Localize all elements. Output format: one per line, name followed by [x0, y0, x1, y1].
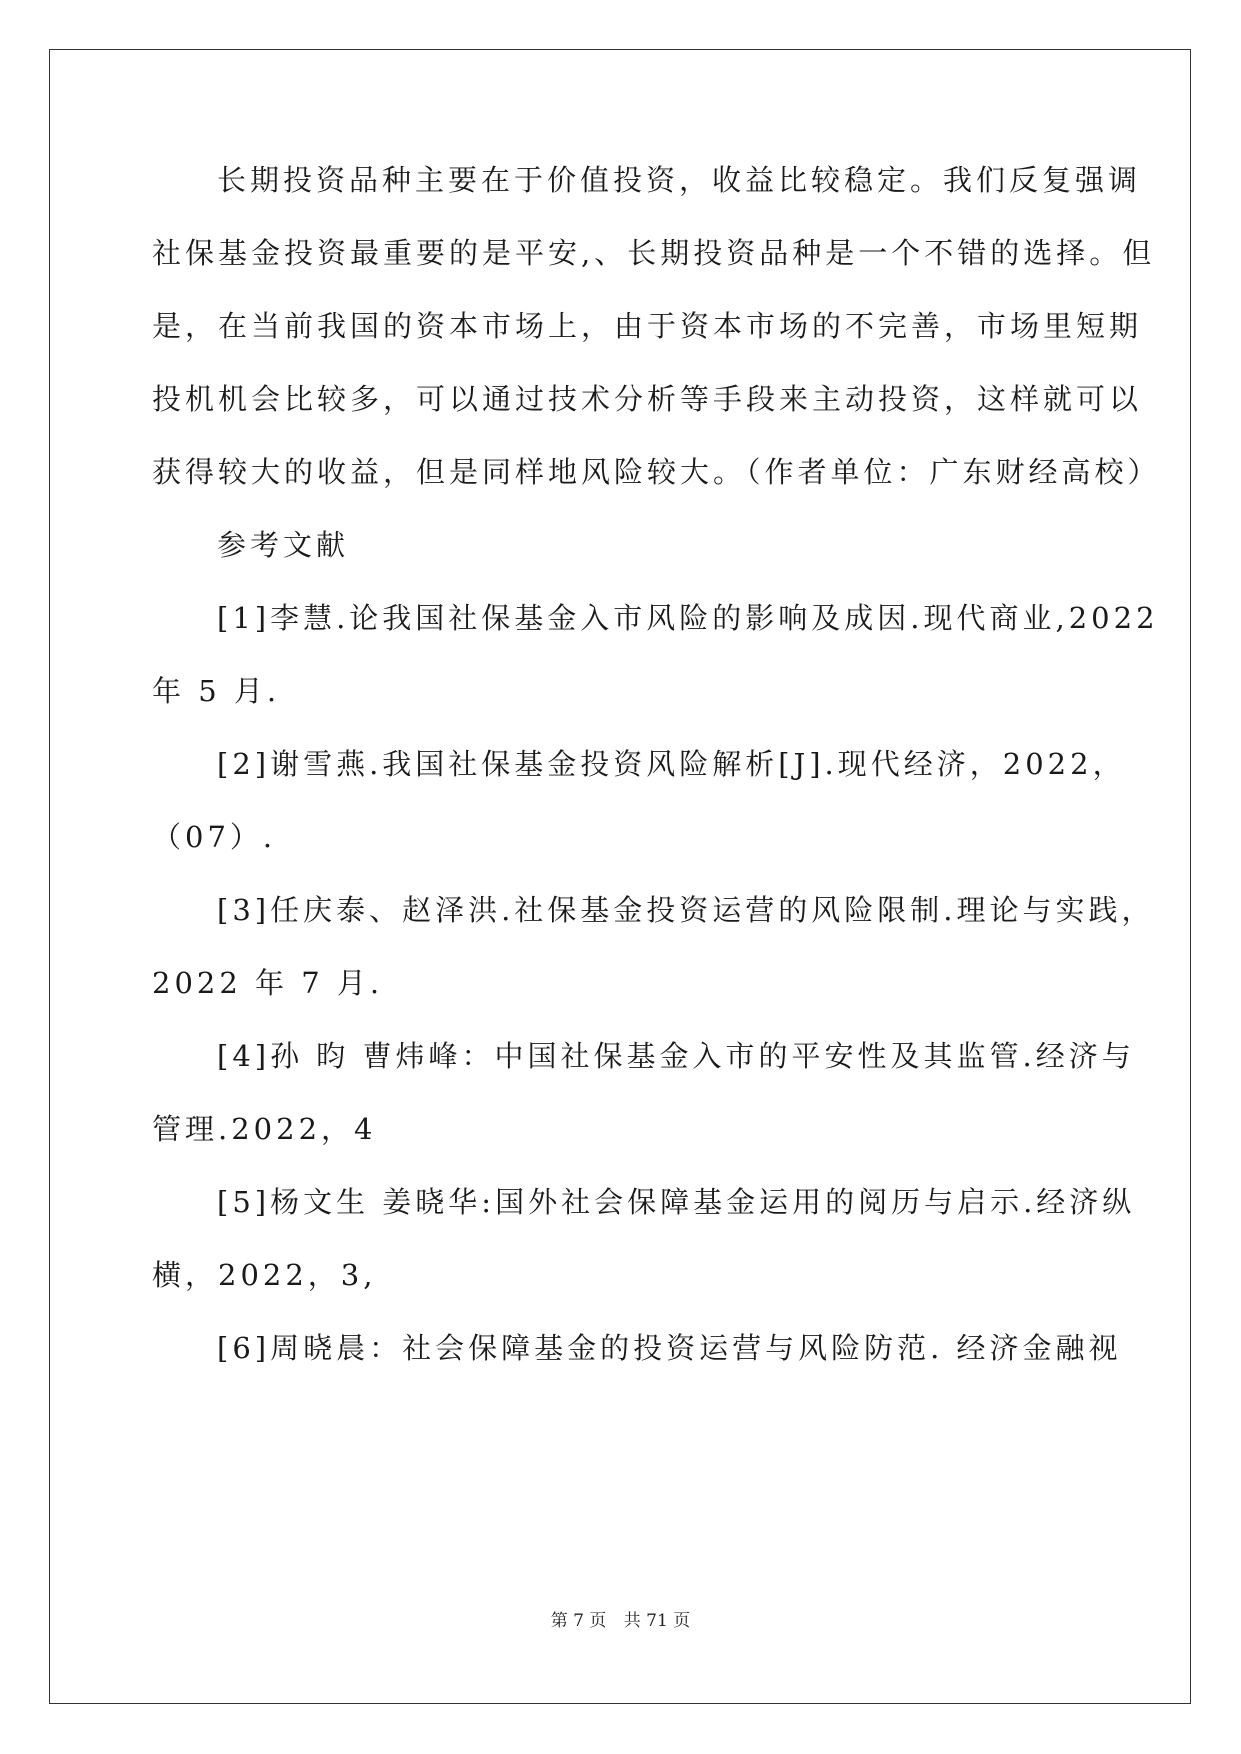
- page-border: [49, 49, 1191, 1704]
- page-footer: [0, 1606, 1241, 1631]
- references-heading: 参考文献: [217, 528, 350, 562]
- paragraph-line: 是，在当前我国的资本市场上，由于资本市场的不完善，市场里短期: [152, 309, 1143, 343]
- reference-line: （07）.: [152, 820, 277, 854]
- reference-line: [3]任庆泰、赵泽洪.社保基金投资运营的风险限制.理论与实践，: [217, 893, 1155, 927]
- reference-line: 横，2022，3,: [152, 1258, 377, 1292]
- reference-line: [1]李慧.论我国社保基金入市风险的影响及成因.现代商业,2022: [217, 601, 1159, 635]
- reference-line: 管理.2022，4: [152, 1112, 377, 1146]
- page-number: 第 7 页: [550, 1611, 607, 1631]
- paragraph-line: 社保基金投资最重要的是平安,、长期投资品种是一个不错的选择。但: [152, 236, 1156, 270]
- reference-line: 年 5 月.: [152, 674, 281, 708]
- paragraph-line: 长期投资品种主要在于价值投资，收益比较稳定。我们反复强调: [217, 163, 1142, 197]
- reference-line: [2]谢雪燕.我国社保基金投资风险解析[J].现代经济，2022，: [217, 747, 1126, 781]
- total-pages: 共 71 页: [623, 1611, 691, 1631]
- paragraph-line: 获得较大的收益，但是同样地风险较大。（作者单位：广东财经高校）: [152, 455, 1161, 489]
- reference-line: [6]周晓晨：社会保障基金的投资运营与风险防范. 经济金融视: [217, 1331, 1122, 1365]
- reference-line: [4]孙 昀 曹炜峰：中国社保基金入市的平安性及其监管.经济与: [217, 1039, 1135, 1073]
- reference-line: 2022 年 7 月.: [152, 966, 384, 1000]
- reference-line: [5]杨文生 姜晓华:国外社会保障基金运用的阅历与启示.经济纵: [217, 1185, 1136, 1219]
- paragraph-line: 投机机会比较多，可以通过技术分析等手段来主动投资，这样就可以: [152, 382, 1143, 416]
